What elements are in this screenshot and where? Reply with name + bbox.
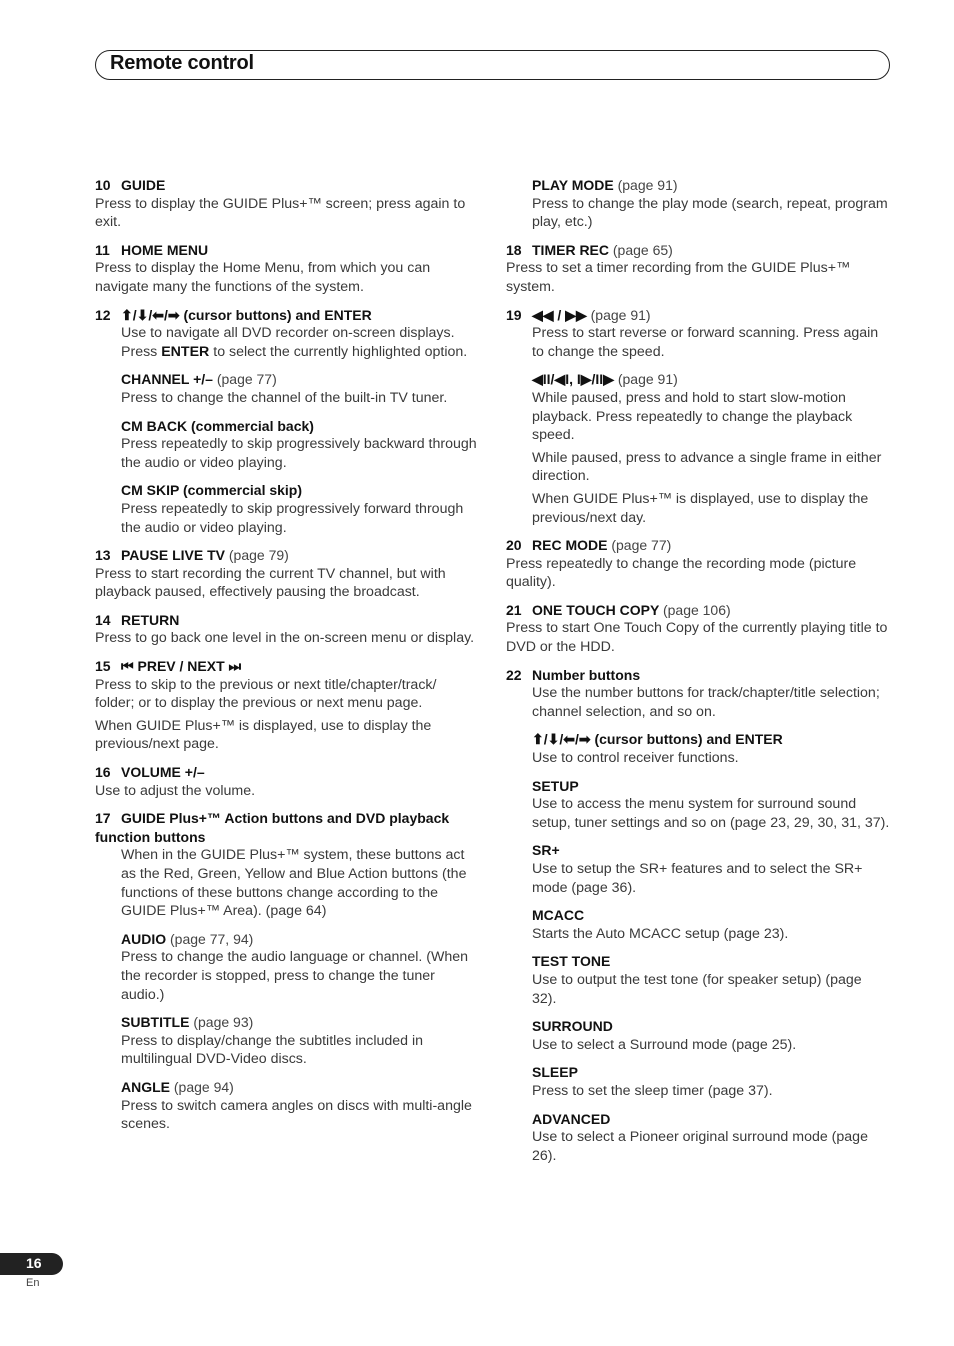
sub-entry-test-tone [532, 952, 890, 1008]
entry-number: 16 [95, 764, 111, 781]
entry-title: ⏮ PREV / NEXT ⏭ [121, 658, 242, 675]
entry-title: TIMER REC [532, 241, 609, 258]
entry-description: Press to change the play mode (search, repeat, program play, etc.) [532, 195, 888, 231]
entry-title: REC MODE [532, 537, 608, 554]
entry-number: 20 [506, 537, 522, 554]
sub-entry-description: When GUIDE Plus+™ is displayed, use to display the previous/next day. [532, 490, 869, 526]
sub-entry-description: Use to select a Pioneer original surround mode (page 26). [532, 1129, 868, 1164]
sub-entry-cm-skip [121, 481, 479, 537]
entry-number: 12 [95, 306, 111, 323]
right-column [506, 176, 890, 1174]
entry-title: VOLUME +/– [121, 764, 205, 781]
sub-entry-description: Use to access the menu system for surround sound setup, tuner settings and so on (page 23, 29, 30, 31, 37). [532, 796, 890, 831]
entry-home-menu [95, 241, 479, 297]
entry-volume [95, 763, 479, 800]
entry-description [121, 324, 479, 361]
text-segment: Use to navigate all DVD recorder on-screen displays. Press [121, 325, 455, 360]
sub-entry-title: CM SKIP (commercial skip) [121, 482, 303, 499]
sub-entry-mcacc [532, 906, 890, 943]
entry-cursor-buttons [95, 306, 479, 538]
entry-description: Press to set a timer recording from the GUIDE Plus+™ system. [506, 260, 851, 295]
entry-description: Press to start One Touch Copy of the currently playing title to DVD or the HDD. [506, 620, 888, 656]
entry-title: Number buttons [532, 666, 641, 683]
page-reference: (page 94) [173, 1078, 234, 1095]
entry-play-mode [506, 176, 890, 232]
sub-entry-description: Use to control receiver functions. [532, 750, 739, 767]
sub-entry-description: Starts the Auto MCACC setup (page 23). [532, 925, 789, 942]
sub-entry-description: Press to display/change the subtitles included in multilingual DVD-Video discs. [121, 1032, 424, 1068]
entry-number: 14 [95, 611, 111, 628]
entry-title: RETURN [121, 611, 180, 628]
sub-entry-cm-back [121, 417, 479, 473]
sub-entry-title: SUBTITLE [121, 1014, 190, 1031]
entry-description: When in the GUIDE Plus+™ system, these buttons act as the Red, Green, Yellow and Blue Action buttons (the functions of these buttons change according to the GUIDE Plus+™ Area). (page 64) [121, 847, 467, 920]
entry-prev-next [95, 657, 479, 754]
page-number: 16 [26, 1255, 42, 1271]
entry-description: Use the number buttons for track/chapter/title selection; channel selection, and so on. [532, 685, 880, 720]
entry-number: 10 [95, 177, 111, 193]
sub-entry-description: Use to output the test tone (for speaker setup) (page 32). [532, 971, 862, 1007]
entry-description-extra: When GUIDE Plus+™ is displayed, use to display the previous/next page. [95, 717, 432, 753]
entry-title: GUIDE [121, 177, 166, 193]
sub-entry-audio [121, 930, 479, 1004]
page-number-badge [0, 1253, 63, 1275]
sub-entry-description: Use to setup the SR+ features and to select the SR+ mode (page 36). [532, 861, 863, 896]
sub-entry-description: While paused, press and hold to start slow-motion playback. Press repeatedly to change the playback speed. [532, 389, 853, 444]
entry-title: ◀◀ / ▶▶ [532, 306, 587, 323]
sub-entry-sr-plus [532, 841, 890, 897]
entry-number: 13 [95, 547, 111, 564]
sub-entry-title: ◀II/◀I, I▶/II▶ [532, 371, 614, 388]
sub-entry-title: SR+ [532, 842, 560, 859]
sub-entry-description: While paused, press to advance a single frame in either direction. [532, 449, 882, 485]
sub-entry-description: Press to change the audio language or channel. (When the recorder is stopped, press to change the tuner audio.) [121, 949, 469, 1003]
entry-timer-rec [506, 241, 890, 297]
sub-entry-subtitle [121, 1013, 479, 1069]
sub-entry-cursor-receiver [532, 730, 890, 767]
entry-description: Press repeatedly to change the recording mode (picture quality). [506, 555, 857, 591]
sub-entry-description: Use to select a Surround mode (page 25). [532, 1036, 797, 1053]
sub-entry-advanced [532, 1110, 890, 1166]
sub-entry-sleep [532, 1063, 890, 1100]
sub-entry-title: AUDIO [121, 930, 167, 947]
text-segment: to select the currently highlighted option. [209, 343, 468, 360]
sub-entry-title: ⬆/⬇/⬅/➡ (cursor buttons) and ENTER [532, 731, 783, 748]
enter-keyword: ENTER [161, 343, 210, 360]
sub-entry-title: ANGLE [121, 1078, 170, 1095]
sub-entry-angle [121, 1078, 479, 1134]
page-reference: (page 91) [617, 177, 678, 193]
page-reference: (page 93) [193, 1014, 254, 1031]
entry-action-buttons [95, 809, 479, 1134]
sub-entry-title: MCACC [532, 907, 585, 924]
sub-entry-description: Press to change the channel of the built-in TV tuner. [121, 389, 448, 406]
entry-title: GUIDE Plus+™ Action buttons and DVD playback function buttons [95, 810, 450, 845]
language-code: En [26, 1277, 40, 1289]
sub-entry-title: CHANNEL +/– [121, 371, 213, 388]
entry-title: PAUSE LIVE TV [121, 547, 225, 564]
sub-entry-slow-frame [532, 370, 890, 527]
entry-number: 22 [506, 666, 522, 683]
entry-rec-mode [506, 536, 890, 592]
entry-number: 11 [95, 241, 110, 258]
entry-description: Press to skip to the previous or next title/chapter/track/ folder; or to display the previous or next menu page. [95, 676, 437, 712]
sub-entry-title: SETUP [532, 777, 579, 794]
sub-entry-surround [532, 1017, 890, 1054]
entry-number: 21 [506, 601, 522, 618]
header-banner [95, 50, 890, 80]
page-reference: (page 106) [662, 601, 731, 618]
entry-number: 19 [506, 306, 522, 323]
entry-description: Use to adjust the volume. [95, 782, 256, 799]
entry-description: Press to display the GUIDE Plus+™ screen; press again to exit. [95, 195, 466, 231]
page-reference: (page 79) [228, 547, 289, 564]
entry-one-touch-copy [506, 601, 890, 657]
entry-pause-live-tv [95, 546, 479, 602]
page-reference: (page 91) [617, 371, 678, 388]
entry-description: Press to start recording the current TV channel, but with playback paused, effectively pausing the broadcast. [95, 565, 446, 601]
entry-number: 18 [506, 241, 522, 258]
entry-number: 17 [95, 810, 111, 827]
entry-title: ONE TOUCH COPY [532, 601, 660, 618]
page-reference: (page 77) [216, 371, 277, 388]
entry-description: Press to display the Home Menu, from which you can navigate many the functions of the system. [95, 260, 431, 295]
page-reference: (page 77, 94) [170, 930, 254, 947]
entry-scan [506, 306, 890, 528]
sub-entry-description: Press repeatedly to skip progressively forward through the audio or video playing. [121, 500, 464, 536]
sub-entry-channel [121, 370, 479, 407]
entry-guide [95, 176, 479, 232]
entry-description: Press to go back one level in the on-screen menu or display. [95, 630, 475, 647]
page-reference: (page 91) [590, 306, 651, 323]
sub-entry-title: TEST TONE [532, 953, 611, 970]
entry-return [95, 611, 479, 648]
entry-title: HOME MENU [121, 241, 209, 258]
entry-title: ⬆/⬇/⬅/➡ (cursor buttons) and ENTER [121, 306, 372, 323]
entry-number: 15 [95, 658, 111, 675]
sub-entry-description: Press to switch camera angles on discs with multi-angle scenes. [121, 1097, 472, 1133]
page-reference: (page 77) [611, 537, 672, 554]
sub-entry-title: ADVANCED [532, 1110, 611, 1127]
page-title: Remote control [110, 52, 254, 74]
sub-entry-description: Press repeatedly to skip progressively backward through the audio or video playing. [121, 436, 477, 471]
sub-entry-title: SURROUND [532, 1018, 613, 1035]
sub-entry-description: Press to set the sleep timer (page 37). [532, 1082, 773, 1099]
sub-entry-title: SLEEP [532, 1064, 578, 1081]
page-reference: (page 65) [612, 241, 673, 258]
left-column [95, 176, 479, 1143]
entry-number-buttons [506, 666, 890, 1166]
entry-description: Press to start reverse or forward scanning. Press again to change the speed. [532, 325, 879, 360]
sub-entry-title: CM BACK (commercial back) [121, 417, 314, 434]
entry-title: PLAY MODE [532, 177, 614, 193]
sub-entry-setup [532, 777, 890, 833]
